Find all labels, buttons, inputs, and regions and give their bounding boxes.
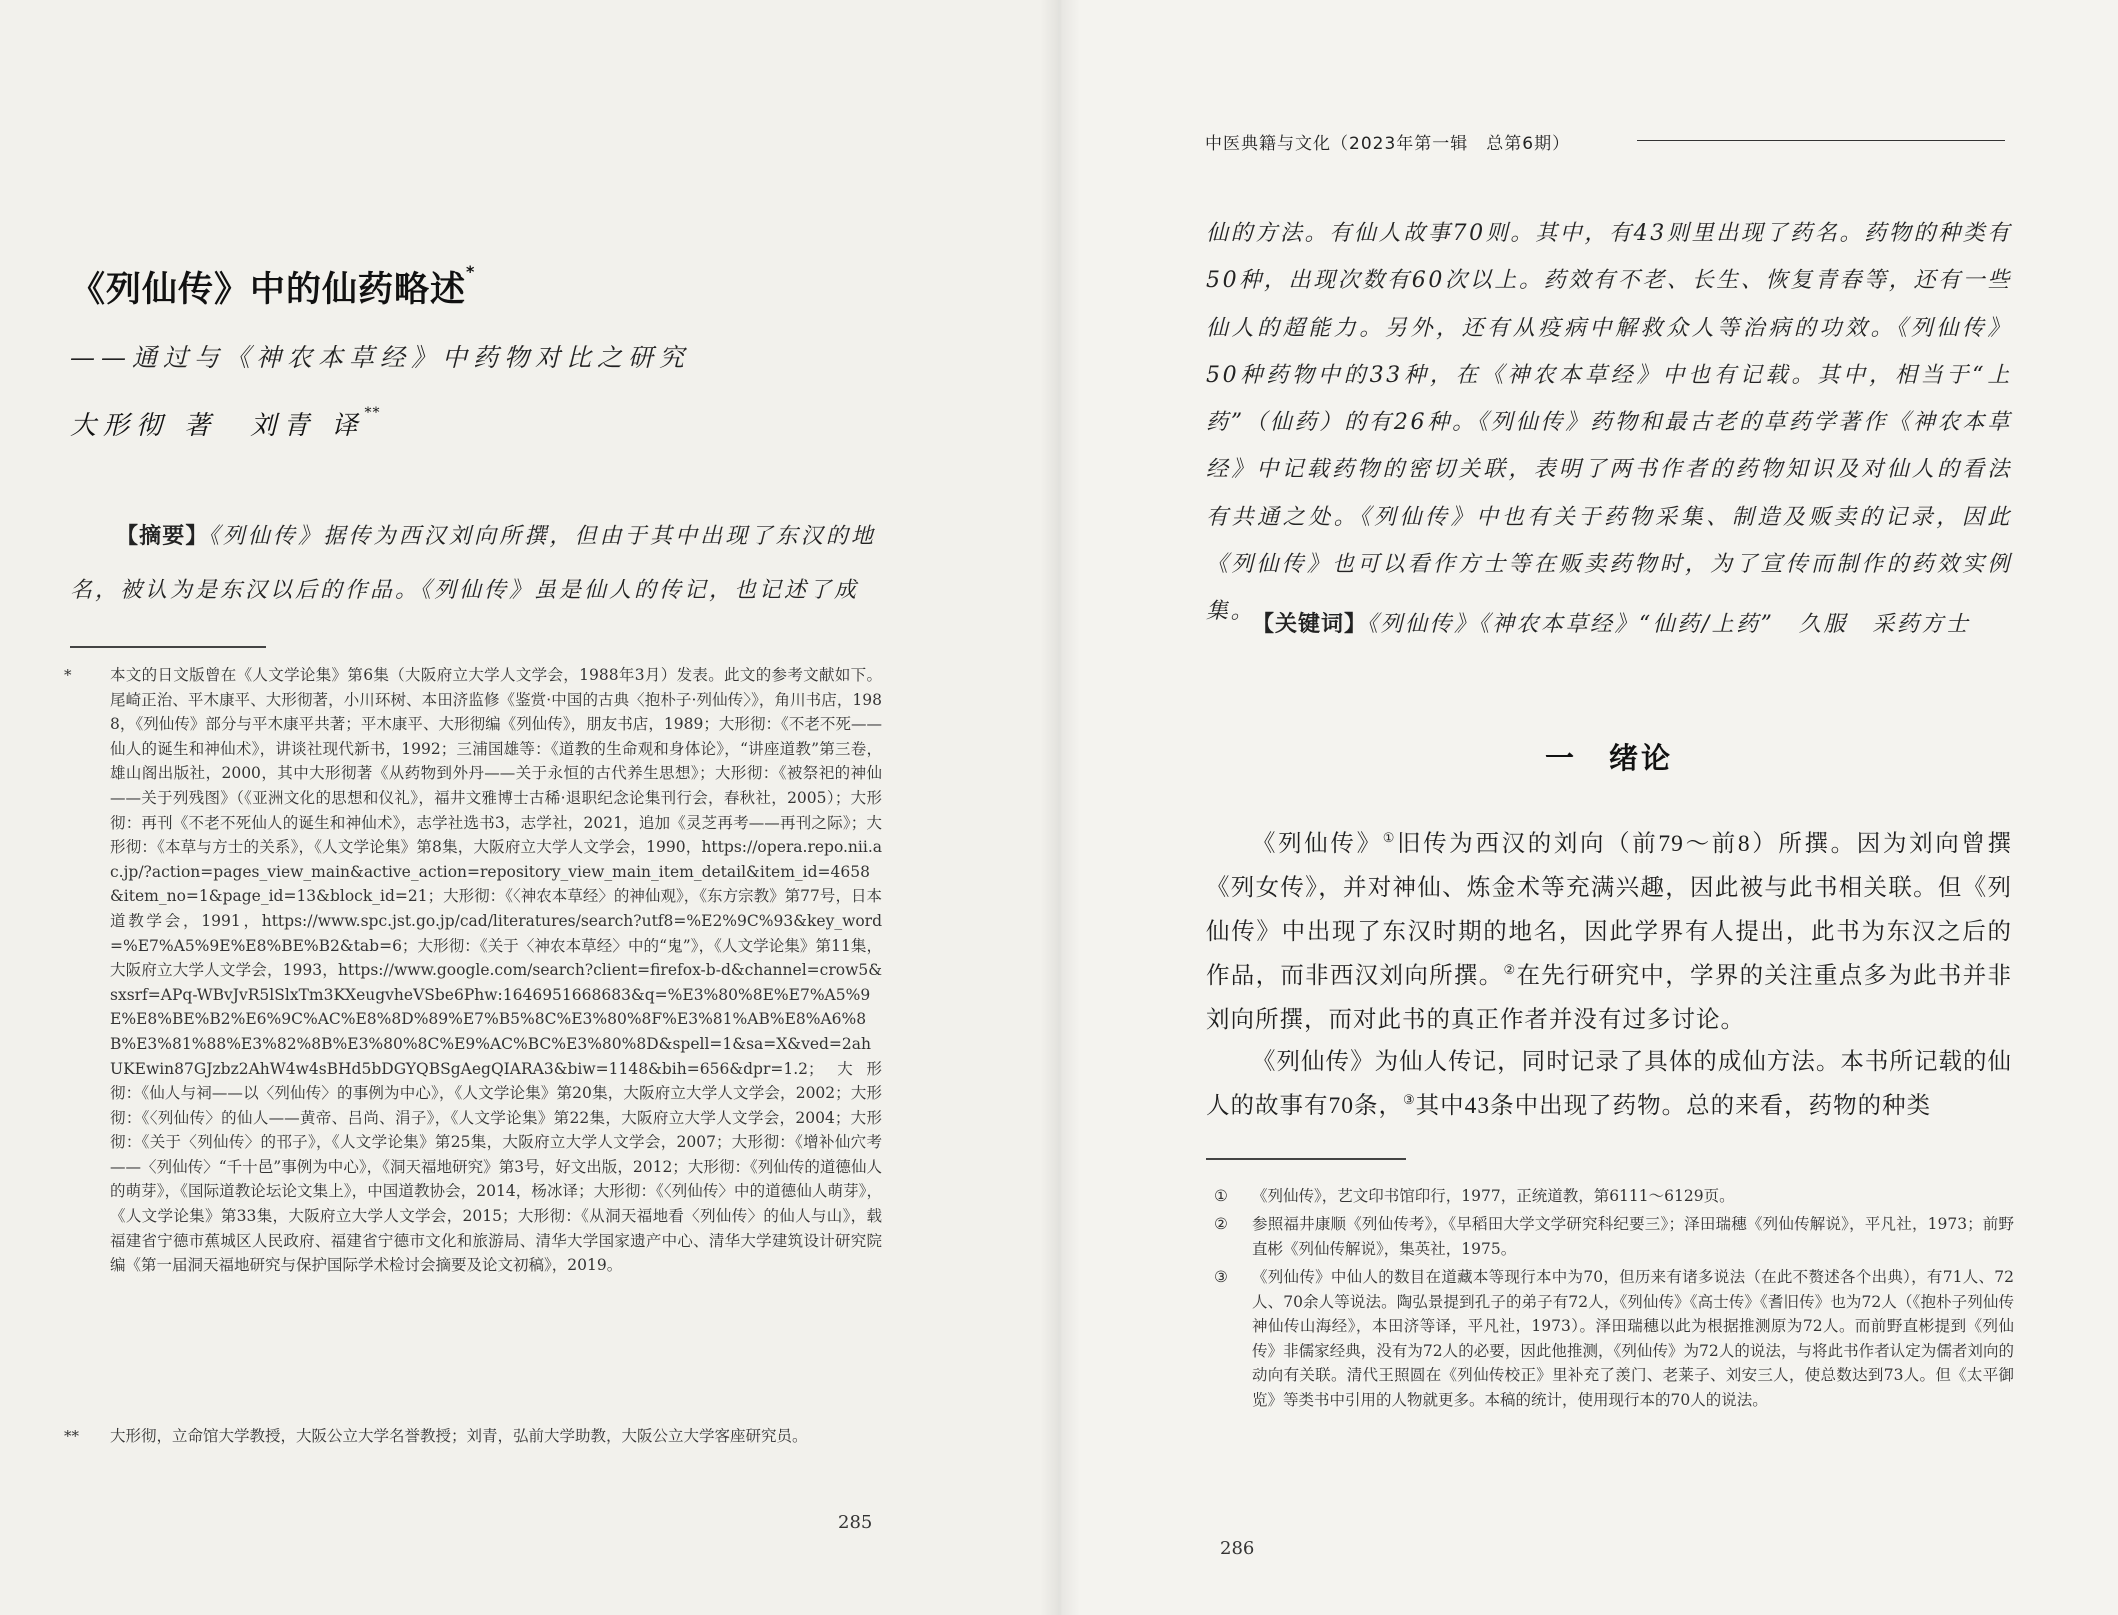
article-title: 《列仙传》中的仙药略述* <box>70 262 476 310</box>
footnote-mark: ② <box>1214 1215 1228 1233</box>
abstract-text: 《列仙传》据传为西汉刘向所撰，但由于其中出现了东汉的地名，被认为是东汉以后的作品。《列仙传》虽是仙人的传记，也记述了成 <box>70 524 876 603</box>
footnote-mark: ③ <box>1214 1268 1228 1286</box>
footnote-ref[interactable]: ② <box>1503 962 1517 978</box>
section-heading: 一 绪论 <box>1544 741 1673 775</box>
footnote-references <box>64 663 882 1278</box>
body-paragraph: 《列仙传》为仙人传记，同时记录了具体的成仙方法。本书所记载的仙人的故事有70条，③其中43条中出现了药物。总的来看，药物的种类 <box>1206 1049 2012 1119</box>
abstract-label: 【摘要】 <box>116 524 209 549</box>
footnote <box>1214 1184 2014 1209</box>
footnote-author-info <box>64 1424 882 1449</box>
footnote-mark: ** <box>64 1427 79 1445</box>
page-number: 285 <box>838 1512 873 1533</box>
header-rule <box>1637 140 2005 141</box>
article-authors: 大形彻 著 刘青 译** <box>70 405 381 441</box>
footnote-divider <box>70 646 266 648</box>
footnote-text: 参照福井康顺《列仙传考》，《早稻田大学文学研究科纪要三》；泽田瑞穗《列仙传解说》，平凡社，1973；前野直彬《列仙传解说》，集英社，1975。 <box>1252 1215 2014 1258</box>
keywords-text: 《列仙传》《神农本草经》“仙药/上药” 久服 采药方士 <box>1367 612 1971 637</box>
abstract <box>70 510 876 618</box>
footnote <box>1214 1212 2014 1261</box>
keywords-label: 【关键词】 <box>1252 612 1368 637</box>
footnote-mark: * <box>64 666 72 684</box>
book-gutter <box>1040 0 1080 1615</box>
footnote-mark: ① <box>1214 1187 1228 1205</box>
authors-footnote-mark: ** <box>364 405 381 421</box>
running-header <box>1205 129 2005 159</box>
keywords <box>1252 607 2032 638</box>
journal-header: 中医典籍与文化（2023年第一辑 总第6期） <box>1205 134 1571 154</box>
body-paragraph: 《列仙传》①旧传为西汉的刘向（前79～前8）所撰。因为刘向曾撰《列女传》，并对神仙、炼金术等充满兴趣，因此被与此书相关联。但《列仙传》中出现了东汉时期的地名，因此学界有人提出，此书为东汉之后的作品，而非西汉刘向所撰。②在先行研究中，学界的关注重点多为此书并非刘向所撰，而对此书的真正作者并没有过多讨论。 <box>1206 830 2013 1033</box>
footnote <box>1214 1265 2014 1413</box>
footnote-text: 《列仙传》，艺文印书馆印行，1977，正统道教，第6111～6129页。 <box>1252 1187 1735 1205</box>
abstract-continued: 仙的方法。有仙人故事70则。其中，有43则里出现了药名。药物的种类有50种，出现次数有60次以上。药效有不老、长生、恢复青春等，还有一些仙人的超能力。另外，还有从疫病中解救众人等治病的功效。《列仙传》50种药物中的33种，在《神农本草经》中也有记载。其中，相当于“上药”（仙药）的有26种。《列仙传》药物和最古老的草药学著作《神农本草经》中记载药物的密切关联，表明了两书作者的药物知识及对仙人的看法有共通之处。《列仙传》中也有关于药物采集、制造及贩卖的记录，因此《列仙传》也可以看作方士等在贩卖药物时，为了宣传而制作的药效实例集。 <box>1206 221 2012 625</box>
page-number: 286 <box>1220 1538 1255 1559</box>
footnote-text: 《列仙传》中仙人的数目在道藏本等现行本中为70，但历来有诸多说法（在此不赘述各个出典），有71人、72人、70余人等说法。陶弘景提到孔子的弟子有72人，《列仙传》《高士传》《耆旧传》也为72人（《抱朴子列仙传神仙传山海经》，本田济等译，平凡社，1973）。泽田瑞穗以此为根据推测原为72人。而前野直彬提到《列仙传》非儒家经典，没有为72人的必要，因此他推测，《列仙传》为72人的说法，与将此书作者认定为儒者刘向的动向有关联。清代王照圆在《列仙传校正》里补充了羡门、老莱子、刘安三人，使总数达到73人。但《太平御览》等类书中引用的人物就更多。本稿的统计，使用现行本的70人的说法。 <box>1252 1268 2014 1409</box>
footnote-text: 大形彻，立命馆大学教授，大阪公立大学名誉教授；刘青，弘前大学助教，大阪公立大学客座研究员。 <box>110 1427 808 1445</box>
footnote-text: 本文的日文版曾在《人文学论集》第6集（大阪府立大学人文学会，1988年3月）发表。此文的参考文献如下。尾崎正治、平木康平、大形彻著，小川环树、本田济监修《鉴赏·中国的古典〈抱朴子·列仙传〉》，角川书店，1988，《列仙传》部分与平木康平共著；平木康平、大形彻编《列仙传》，朋友书店，1989；大形彻：《不老不死——仙人的诞生和神仙术》，讲谈社现代新书，1992；三浦国雄等：《道教的生命观和身体论》，“讲座道教”第三卷，雄山阁出版社，2000，其中大形彻著《从药物到外丹——关于永恒的古代养生思想》；大形彻：《被祭祀的神仙——关于列残图》（《亚洲文化的思想和仪礼》，福井文雅博士古稀·退职纪念论集刊行会，春秋社，2005）；大形彻：再刊《不老不死仙人的诞生和神仙术》，志学社选书3，志学社，2021，追加《灵芝再考——再刊之际》；大形彻：《本草与方士的关系》，《人文学论集》第8集，大阪府立大学人文学会，1990，https://opera.repo.nii.ac.jp/?action=pages_view_main&active_action=repository_view_main_item_detail&item_id=4658&item_no=1&page_id=13&block_id=21；大形彻：《〈神农本草经〉的神仙观》，《东方宗教》第77号，日本道教学会，1991，https://www.spc.jst.go.jp/cad/literatures/search?utf8=%E2%9C%93&key_word=%E7%A5%9E%E8%BE%B2&tab=6；大形彻：《关于〈神农本草经〉中的“鬼”》，《人文学论集》第11集，大阪府立大学人文学会，1993，https://www.google.com/search?client=firefox-b-d&channel=crow5&sxsrf=APq-WBvJvR5lSlxTm3KXeugvheVSbe6Phw:1646951668683&q=%E3%80%8E%E7%A5%9E%E8%BE%B2%E6%9C%AC%E8%8D%89%E7%B5%8C%E3%80%8F%E3%81%AB%E8%A6%8B%E3%81%88%E3%82%8B%E3%80%8C%E9%AC%BC%E3%80%8D&spell=1&sa=X&ved=2ahUKEwin87GJzbz2AhW4w4sBHd5bDGYQBSgAegQIARA3&biw=1148&bih=656&dpr=1.2；大形彻：《仙人与祠——以〈列仙传〉的事例为中心》，《人文学论集》第20集，大阪府立大学人文学会，2002；大形彻：《〈列仙传〉的仙人——黄帝、吕尚、涓子》，《人文学论集》第22集，大阪府立大学人文学会，2004；大形彻：《关于〈列仙传〉的邗子》，《人文学论集》第25集，大阪府立大学人文学会，2007；大形彻：《增补仙穴考——〈列仙传〉“千十邑”事例为中心》，《洞天福地研究》第3号，好文出版，2012；大形彻：《列仙传的道德仙人的萌芽》，《国际道教论坛论文集上》，中国道教协会，2014，杨冰译；大形彻：《〈列仙传〉中的道德仙人萌芽》，《人文学论集》第33集，大阪府立大学人文学会，2015；大形彻：《从洞天福地看〈列仙传〉的仙人与山》，载福建省宁德市蕉城区人民政府、福建省宁德市文化和旅游局、清华大学国家遗产中心、清华大学建筑设计研究院编《第一届洞天福地研究与保护国际学术检讨会摘要及论文初稿》，2019。 <box>110 666 882 1275</box>
footnote-ref[interactable]: ③ <box>1403 1092 1416 1108</box>
footnote-ref[interactable]: ① <box>1382 830 1398 846</box>
title-footnote-mark: * <box>466 262 476 281</box>
footnote-divider <box>1206 1158 1406 1160</box>
article-subtitle: ——通过与《神农本草经》中药物对比之研究 <box>70 343 691 372</box>
